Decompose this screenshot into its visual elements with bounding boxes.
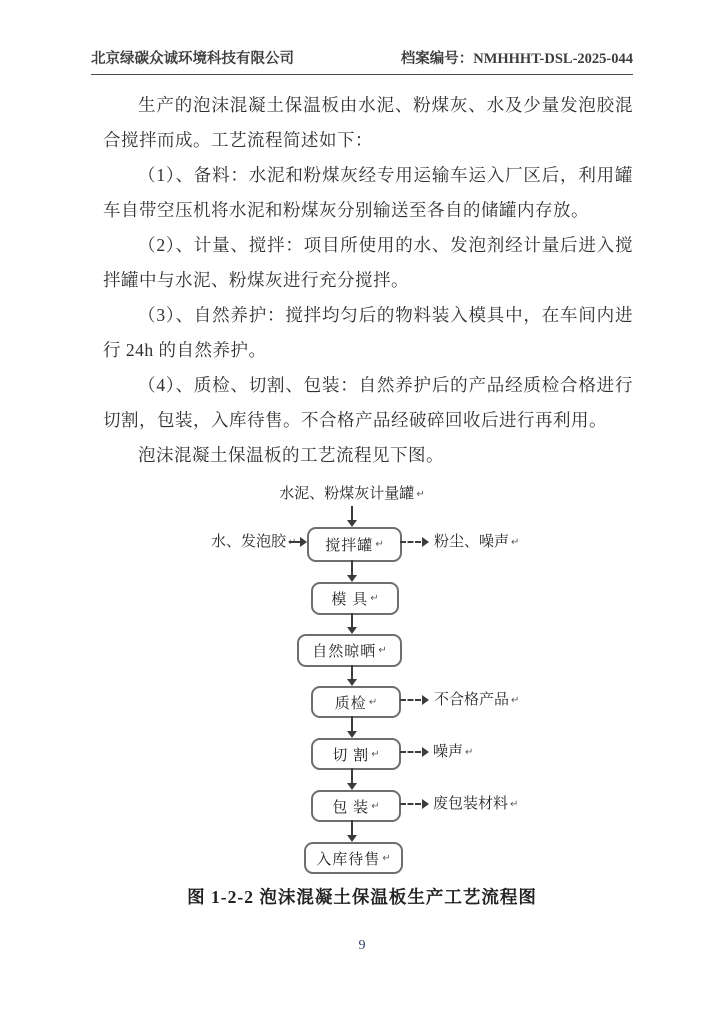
down-arrow-icon bbox=[351, 716, 353, 731]
emission-label-rejects: 不合格产品 ↵ bbox=[434, 692, 520, 708]
return-mark-icon: ↵ bbox=[382, 852, 391, 864]
emission-label-waste-packaging: 废包装材料 ↵ bbox=[433, 796, 519, 812]
return-mark-icon: ↵ bbox=[375, 539, 384, 550]
paragraph: 泡沫混凝土保温板的工艺流程见下图。 bbox=[138, 445, 444, 465]
paragraph: （2）、计量、搅拌：项目所使用的水、发泡剂经计量后进入搅拌罐中与水泥、粉煤灰进行充分搅拌。 bbox=[103, 235, 633, 290]
down-arrow-icon bbox=[351, 665, 353, 679]
down-arrow-icon bbox=[351, 506, 353, 520]
page-header bbox=[91, 47, 633, 75]
paragraph: （1）、备料：水泥和粉煤灰经专用运输车运入厂区后，利用罐车自带空压机将水泥和粉煤灰分别输送至各自的储罐内存放。 bbox=[103, 165, 633, 220]
dashed-arrow-icon bbox=[400, 541, 421, 543]
header-company: 北京绿碳众诚环境科技有限公司 bbox=[91, 51, 294, 67]
paragraph: （3）、自然养护：搅拌均匀后的物料装入模具中，在车间内进行 24h 的自然养护。 bbox=[103, 305, 633, 360]
dashed-arrow-icon bbox=[400, 751, 421, 753]
emission-label-dust-noise: 粉尘、噪声 ↵ bbox=[434, 534, 520, 550]
return-mark-icon: ↵ bbox=[370, 593, 379, 604]
paragraph: 生产的泡沫混凝土保温板由水泥、粉煤灰、水及少量发泡胶混合搅拌而成。工艺流程简述如下： bbox=[103, 95, 633, 150]
return-mark-icon: ↵ bbox=[511, 537, 520, 548]
paragraph: （4）、质检、切割、包装：自然养护后的产品经质检合格进行切割，包装，入库待售。不合格产品经破碎回收后进行再利用。 bbox=[103, 375, 633, 430]
emission-label-noise: 噪声 ↵ bbox=[433, 744, 474, 760]
return-mark-icon: ↵ bbox=[378, 645, 387, 656]
return-mark-icon: ↵ bbox=[416, 489, 425, 500]
figure-caption: 图 1-2-2 泡沫混凝土保温板生产工艺流程图 bbox=[187, 887, 537, 907]
flow-box-mold: 模 具 ↵ bbox=[311, 582, 399, 615]
right-arrow-icon bbox=[289, 541, 300, 543]
return-mark-icon: ↵ bbox=[510, 799, 519, 810]
down-arrow-icon bbox=[351, 820, 353, 835]
flow-box-packing: 包 装 ↵ bbox=[311, 790, 401, 822]
return-mark-icon: ↵ bbox=[511, 695, 520, 706]
return-mark-icon: ↵ bbox=[368, 696, 378, 708]
flow-box-mixing-tank: 搅拌罐 ↵ bbox=[307, 527, 402, 562]
flow-box-quality-check: 质检 ↵ bbox=[311, 686, 401, 718]
down-arrow-icon bbox=[351, 768, 353, 783]
flow-box-cutting: 切 割 ↵ bbox=[311, 738, 401, 770]
dashed-arrow-icon bbox=[400, 803, 421, 805]
dashed-arrow-icon bbox=[400, 699, 421, 701]
down-arrow-icon bbox=[351, 560, 353, 575]
process-flowchart bbox=[0, 480, 724, 880]
flow-source-label: 水泥、粉煤灰计量罐 ↵ bbox=[279, 486, 425, 502]
header-archive-number: 档案编号：NMHHHT-DSL-2025-044 bbox=[400, 51, 633, 67]
down-arrow-icon bbox=[351, 613, 353, 627]
body-text bbox=[103, 88, 633, 473]
flow-box-natural-drying: 自然晾晒 ↵ bbox=[297, 634, 402, 667]
return-mark-icon: ↵ bbox=[371, 748, 380, 760]
return-mark-icon: ↵ bbox=[371, 800, 380, 812]
flow-box-warehouse: 入库待售 ↵ bbox=[304, 842, 403, 874]
page-number: 9 bbox=[358, 938, 366, 953]
flow-input-label: 水、发泡胶 bbox=[211, 532, 296, 553]
return-mark-icon: ↵ bbox=[465, 747, 474, 758]
